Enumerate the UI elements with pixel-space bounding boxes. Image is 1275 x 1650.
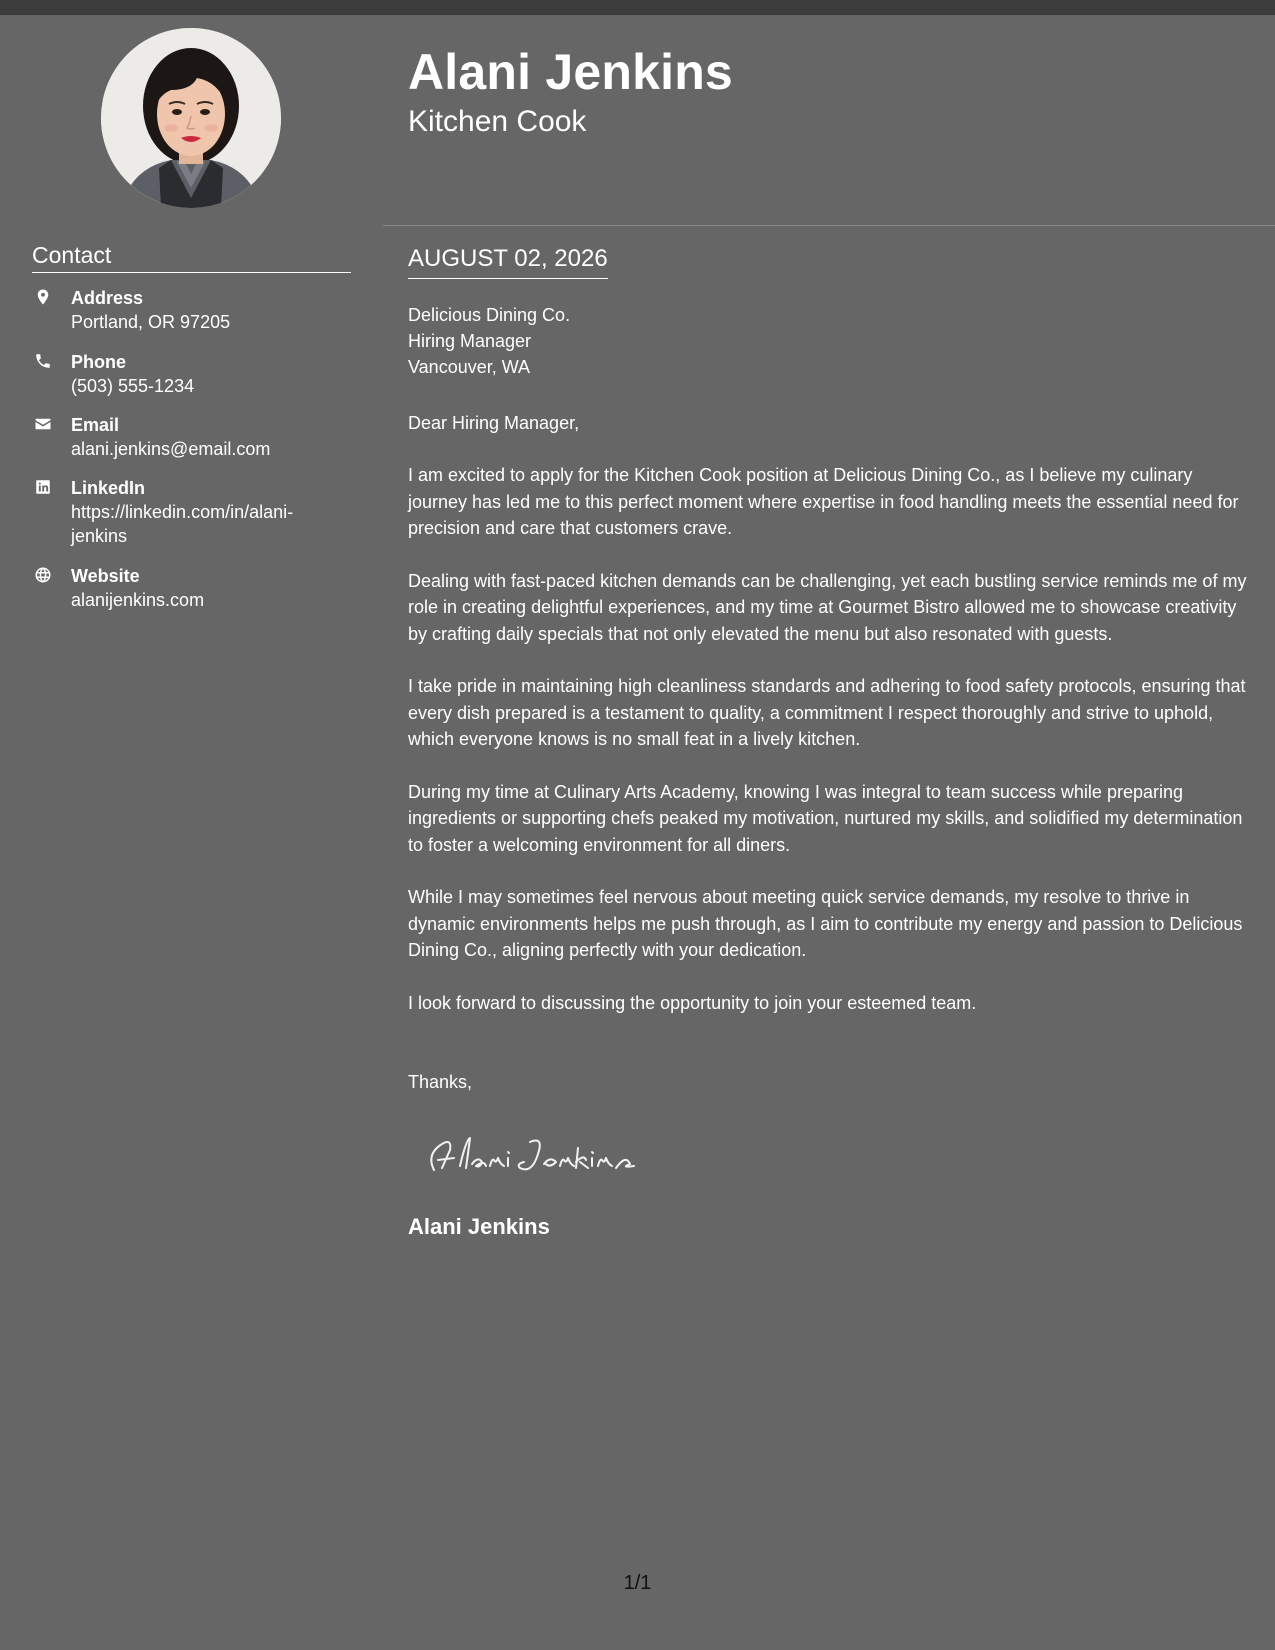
candidate-name: Alani Jenkins <box>408 44 733 100</box>
body-paragraph: I look forward to discussing the opportunity to join your esteemed team. <box>408 992 977 1013</box>
location-pin-icon <box>32 286 54 308</box>
signed-name: Alani Jenkins <box>408 1214 550 1239</box>
address-label: Address <box>71 288 144 308</box>
website-label: Website <box>71 566 140 586</box>
phone-label: Phone <box>71 352 127 372</box>
job-title: Kitchen Cook <box>408 105 587 138</box>
body-paragraph: Dealing with fast-paced kitchen demands can be challenging, yet each bustling service reminds me of my role in creating delightful experiences, and my time at Gourmet Bistro allowed me to showcase creativity by crafting daily specials that not only elevated the menu but also resonated with guests. <box>408 570 1247 644</box>
body-paragraph: While I may sometimes feel nervous about meeting quick service demands, my resolve to thrive in dynamic environments helps me push through, as I aim to contribute my energy and passion to Delicious Dining Co., aligning perfectly with your dedication. <box>408 887 1243 960</box>
address-value: Portland, OR 97205 <box>71 312 231 332</box>
email-label: Email <box>71 415 120 435</box>
header-divider <box>383 225 1275 226</box>
profile-photo <box>101 28 281 208</box>
body-paragraph: I take pride in maintaining high cleanliness standards and adhering to food safety protocols, ensuring that every dish prepared is a testament to quality, a commitment I respect thoroughly and strive to uphold, which everyone knows is no small feat in a lively kitchen. <box>408 676 1246 749</box>
top-bar <box>0 0 1275 15</box>
handwritten-signature <box>420 1124 660 1184</box>
recipient-block <box>408 302 570 380</box>
body-paragraph: I am excited to apply for the Kitchen Cook position at Delicious Dining Co., as I believe my culinary journey has led me to this perfect moment where expertise in food handling meets the essential need for precision and care that customers crave. <box>408 465 1239 538</box>
recipient-location: Vancouver, WA <box>408 357 531 377</box>
linkedin-value[interactable]: https://linkedin.com/in/alani-jenkins <box>71 502 294 546</box>
envelope-icon <box>32 413 54 435</box>
website-value[interactable]: alanijenkins.com <box>71 590 205 610</box>
linkedin-icon <box>32 476 54 498</box>
contact-heading: Contact <box>32 240 351 273</box>
letter-body <box>408 462 1253 1042</box>
phone-icon <box>32 350 54 372</box>
phone-value: (503) 555-1234 <box>71 376 195 396</box>
closing-line: Thanks, <box>408 1072 473 1092</box>
page-indicator: 1/1 <box>623 1572 652 1594</box>
letter-date: AUGUST 02, 2026 <box>408 243 608 279</box>
recipient-title: Hiring Manager <box>408 331 532 351</box>
globe-icon <box>32 564 54 586</box>
email-value[interactable]: alani.jenkins@email.com <box>71 439 271 459</box>
salutation: Dear Hiring Manager, <box>408 413 580 433</box>
linkedin-label: LinkedIn <box>71 478 146 498</box>
recipient-company: Delicious Dining Co. <box>408 305 571 325</box>
body-paragraph: During my time at Culinary Arts Academy, knowing I was integral to team success while preparing ingredients or supporting chefs peaked my motivation, nurtured my skills, and solidified my determination to foster a welcoming environment for all diners. <box>408 781 1243 855</box>
